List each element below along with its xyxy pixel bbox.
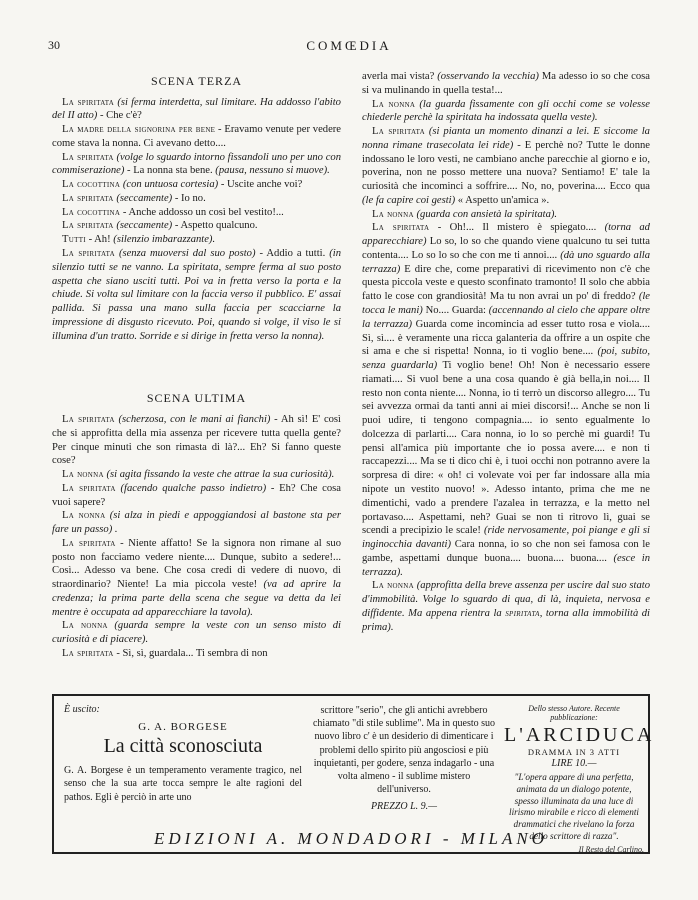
stage-direction: (con untuosa cortesia) xyxy=(120,179,219,191)
right-column xyxy=(362,70,650,634)
ad-book-title: La città sconosciuta xyxy=(103,735,263,757)
speaker: La nonna xyxy=(372,580,414,592)
stage-direction: (pausa, nessuno si muove). xyxy=(215,165,330,177)
paragraph xyxy=(52,178,341,192)
speaker: La spiritata xyxy=(62,647,114,659)
paragraph xyxy=(52,468,341,482)
dialogue: - Sì, sì, guardala... Ti sembra di non xyxy=(113,647,268,659)
stage-direction: (guarda sempre la veste con un senso misto di curiosità e di piacere). xyxy=(52,620,341,646)
paragraph xyxy=(52,233,341,247)
stage-direction: (facendo qualche passo indietro) xyxy=(115,482,267,494)
stage-direction: (seccamente) xyxy=(113,192,173,204)
ad-drama-title: L'ARCIDUCA xyxy=(504,724,655,746)
speaker: La nonna xyxy=(62,469,104,481)
left-column xyxy=(52,70,341,661)
ad-drama-price: LIRE 10.— xyxy=(551,758,597,769)
paragraph xyxy=(52,647,341,661)
dialogue: - E perchè no? Tutte le donne indossano le loro vesti, ne cambiano anche parecchie al giorno e io, poverina, non ne posso mettere una nuova? Sentiamo! E' tale la curiosità che incominci a soffrire.... No, no, poverina.... Ecco qua xyxy=(362,139,650,193)
publisher-line: EDIZIONI A. MONDADORI - MILANO xyxy=(153,829,549,848)
paragraph xyxy=(362,70,650,98)
dialogue: Guarda come incomincia ad esser tutto rosa e viola.... Sì, sì.... è veramente una ricca galanteria da offrire a un ospite che si ama e che si rispetta! Nonna, io ti voglio bene.... xyxy=(362,318,650,358)
stage-direction: , torna alla immobilità di prima). xyxy=(362,607,650,633)
speaker: La spiritata xyxy=(62,482,116,494)
stage-direction: (scherzosa, con le mani ai fianchi) xyxy=(114,413,271,425)
dialogue: averla mai vista? xyxy=(362,71,438,82)
stage-direction: (si pianta un momento dinanzi a lei. E siccome la nonna rimane trasecolata lei ride) xyxy=(362,126,650,151)
dialogue: - Addio a tutti. xyxy=(255,248,330,260)
stage-direction: (va ad aprire la credenza; la prima parte della scena che segue va detta da lei mentre è occupata ad apparecchiare la tavola). xyxy=(52,579,341,618)
stage-direction: (poi, subito, senza guardarla) xyxy=(362,346,650,372)
stage-direction: (dà uno sguardo alla terrazza) xyxy=(362,249,651,275)
ad-description-continued: scrittore "serio", che gli antichi avrebbero chiamato "di stile sublime". Ma in questo suo nuovo libro c' è un desiderio di dimenticare i problemi dello spirito più angosciosi e più inquietanti, per godere, senza indagarlo - una volta almeno - il sublime mistero dell'universo. xyxy=(312,705,496,796)
dialogue: Ti voglio bene! Oh! Non è necessario essere riamati.... Si vuol bene a una cosa quando è già bella,in noi.... Il resto non conta niente.... Nonna, io ti terrò un discorso allegro.... Tu sei avvezza ormai da tanti anni ai miei discorsi!... Anche se non li puoi udire, ti tengono compagnia.... io sento egualmente lo dolcezza di parlarti.... Cara nonna, io lo so perchè mi guardi! Tu pensi all'amica più importante che io possa avere.... e non ti raccapezzi.... Ma se ti dico chi è, i tuoi occhi non potranno avere la sorpresa di dire: « oh! ci volevate voi per far indossare alla mia nipote un vestito nuovo! ». Adesso intanto, prima che me ne dimentichi, vado a prendere l'azalea in terrazza, e la metto nel portavaso.... Aspettami, neh? Guai se non ti ritrovo lì, guai se scendi a precipizio le scale! xyxy=(362,360,651,537)
journal-title: COMŒDIA xyxy=(306,38,392,53)
stage-direction: (si ferma interdetta, sul limitare. Ha addosso l'abito del II atto) xyxy=(52,96,341,122)
stage-direction: (si agita fissando la veste che attrae la sua curiosità). xyxy=(103,469,335,481)
ad-middle-panel xyxy=(312,704,496,814)
paragraph xyxy=(52,413,341,468)
ad-author: G. A. BORGESE xyxy=(138,721,228,733)
speaker: La spiritata xyxy=(62,220,114,232)
stage-direction: (esce in terrazza). xyxy=(362,552,650,578)
dialogue: E dire che, come preparativi di ricevimento non c'è che questa piccola veste e questo sconfinato tramonto! Il solo che abbia fatto le cose con grandiosità! Ma tu non avrai un po' di freddo? xyxy=(362,263,650,303)
stage-direction: (guarda con ansietà la spiritata). xyxy=(413,208,558,220)
stage-direction: (accennando al cielo che appare oltre la terrazza) xyxy=(362,305,650,330)
paragraph xyxy=(362,208,650,222)
stage-direction: (silenzio imbarazzante). xyxy=(113,234,216,246)
speaker: La spiritata xyxy=(62,151,114,163)
scene-heading: SCENA ULTIMA xyxy=(146,391,247,406)
ad-description: G. A. Borgese è un temperamento veramente tragico, nel senso che la sua arte tocca sempre le alte ragioni del pathos. Egli è perciò in arte uno xyxy=(64,765,302,803)
paragraph xyxy=(52,96,341,124)
advertisement-box xyxy=(52,694,655,854)
speaker: La spiritata xyxy=(372,126,425,138)
dialogue: Ma adesso io so che cosa si va mulinando in quella testa!... xyxy=(362,71,650,96)
stage-direction: (seccamente) xyxy=(113,220,173,232)
stage-direction: (approfitta della breve assenza per uscire dal suo stato d'immobilità. Volge lo sguardo di qua, di là, inquieta, nervosa e diffidente. Ma appena rientra la xyxy=(362,580,650,619)
stage-direction: (ride nervosamente, poi piange e gli si inginocchia davanti) xyxy=(362,525,650,551)
paragraph xyxy=(52,206,341,220)
speaker: La nonna xyxy=(62,620,108,632)
speaker: La spiritata xyxy=(62,96,115,108)
dialogue: - Ah! xyxy=(85,234,114,246)
ad-review-source: Il Resto del Carlino. xyxy=(578,844,644,854)
dialogue: - Eh? Che cosa vuoi sapere? xyxy=(52,482,341,508)
stage-direction: (le fa capire coi gesti) xyxy=(362,194,456,206)
ad-review-quote: "L'opera appare di una perfetta, animata da un dialogo potente, spesso illuminata da una luce di lirismo mirabile e ricco di elementi drammatici che rivelano la forza dello scrittore di razza". xyxy=(509,772,639,841)
speaker: La madre della signorina per bene xyxy=(62,124,216,136)
stage-direction: (volge lo sguardo intorno fissandoli uno per uno con commiserazione) xyxy=(52,151,341,177)
speaker: La spiritata xyxy=(372,222,430,234)
paragraph xyxy=(362,125,650,208)
dialogue: Lo so, lo so che quando viene qualcuno tu sei tutta contenta.... Lo so lo so che con me ti annoi.... xyxy=(362,236,650,261)
dialogue: - Che c'è? xyxy=(97,110,142,122)
dialogue: - Oh!... Il mistero è spiegato.... xyxy=(429,222,605,234)
stage-direction: (senza muoversi dal suo posto) xyxy=(114,248,256,260)
speaker: La nonna xyxy=(372,208,414,220)
dialogue: - Io no. xyxy=(172,192,206,204)
dialogue: « Aspetto un'amica ». xyxy=(455,194,550,206)
paragraph xyxy=(52,619,341,647)
stage-direction: (torna ad apparecchiare) xyxy=(362,222,650,248)
paragraph xyxy=(52,219,341,233)
ad-drama-subtitle: DRAMMA IN 3 ATTI xyxy=(527,747,621,757)
dialogue: - Anche addosso un così bel vestito!... xyxy=(120,206,284,218)
paragraph xyxy=(52,151,341,179)
dialogue: - Aspetto qualcuno. xyxy=(172,220,258,232)
speaker: La nonna xyxy=(62,510,106,522)
dialogue: No.... Guarda: xyxy=(422,305,489,317)
paragraph xyxy=(52,247,341,343)
paragraph xyxy=(52,192,341,206)
paragraph xyxy=(52,509,341,537)
speaker: Tutti xyxy=(62,234,86,246)
speaker: La spiritata xyxy=(62,248,115,260)
paragraph xyxy=(362,221,650,579)
ad-label: È uscito: xyxy=(64,704,100,715)
stage-direction: (la guarda fissamente con gli occhi come se volesse chiederle perchè la spiritata ha indossata quella veste). xyxy=(362,98,650,124)
stage-direction: (le tocca le mani) xyxy=(362,291,650,317)
speaker: La cocottina xyxy=(62,179,121,191)
dialogue: - Niente affatto! Se la signora non rimane al suo posto non facciamo vedere niente.... Dunque, subito a sedere!... Così... Adesso va bene. Che cosa credi di vedere di nuovo, di straordinario? Niente! La mia piccola veste! xyxy=(52,537,341,591)
speaker: La spiritata xyxy=(62,537,116,549)
stage-direction: (si alza in piedi e appoggiandosi al bastone sta per fare un passo) . xyxy=(52,510,341,536)
section-gap xyxy=(52,343,341,387)
speaker: La spiritata xyxy=(62,413,115,425)
dialogue: - Eravamo venute per vedere come stava la nonna. Ci avevano detto.... xyxy=(52,124,341,149)
speaker: spiritata xyxy=(505,607,540,619)
paragraph xyxy=(362,579,650,634)
page-header xyxy=(48,38,650,56)
speaker: La nonna xyxy=(372,98,416,110)
stage-direction: (osservando la vecchia) xyxy=(437,71,539,82)
dialogue: - Ah sì! E' così che si approfitta della mia assenza per ricevere tutta quella gente? Per cinque minuti che son rimasta di là?... Eh? Si fanno queste cose? xyxy=(52,413,342,467)
paragraph xyxy=(52,123,341,151)
speaker: La cocottina xyxy=(62,206,121,218)
scene-heading: SCENA TERZA xyxy=(150,74,243,88)
page-number: 30 xyxy=(48,38,60,52)
paragraph xyxy=(52,537,341,620)
dialogue: - Uscite anche voi? xyxy=(218,179,303,191)
ad-price: PREZZO L. 9.— xyxy=(370,801,438,813)
stage-direction: (in silenzio tutti se ne vanno. La spiritata, sempre ferma al suo posto aspetta che siano usciti tutti. Poi va in fretta verso la porta e la chiude. Si volta sul limitare con la faccia verso il pubblico. E' assai pallida. Si passa una mano sulla faccia per scacciarne la impressione di disgusto ricevuto. Poi, quando si volge, il viso le si illumina d'un tratto. Sorride e si dirige in fretta verso la nonna). xyxy=(52,248,341,342)
dialogue: Cara nonna, io so che non sei famosa con le gambe, aspettami dunque buona.... buona.... buona.... xyxy=(362,539,650,564)
paragraph xyxy=(52,482,341,510)
paragraph xyxy=(362,98,650,126)
speaker: La spiritata xyxy=(62,192,114,204)
dialogue: - La nonna sta bene. xyxy=(124,165,216,177)
ad-left-panel xyxy=(64,704,302,804)
ad-note: Dello stesso Autore. Recente pubblicazione: xyxy=(528,704,620,722)
